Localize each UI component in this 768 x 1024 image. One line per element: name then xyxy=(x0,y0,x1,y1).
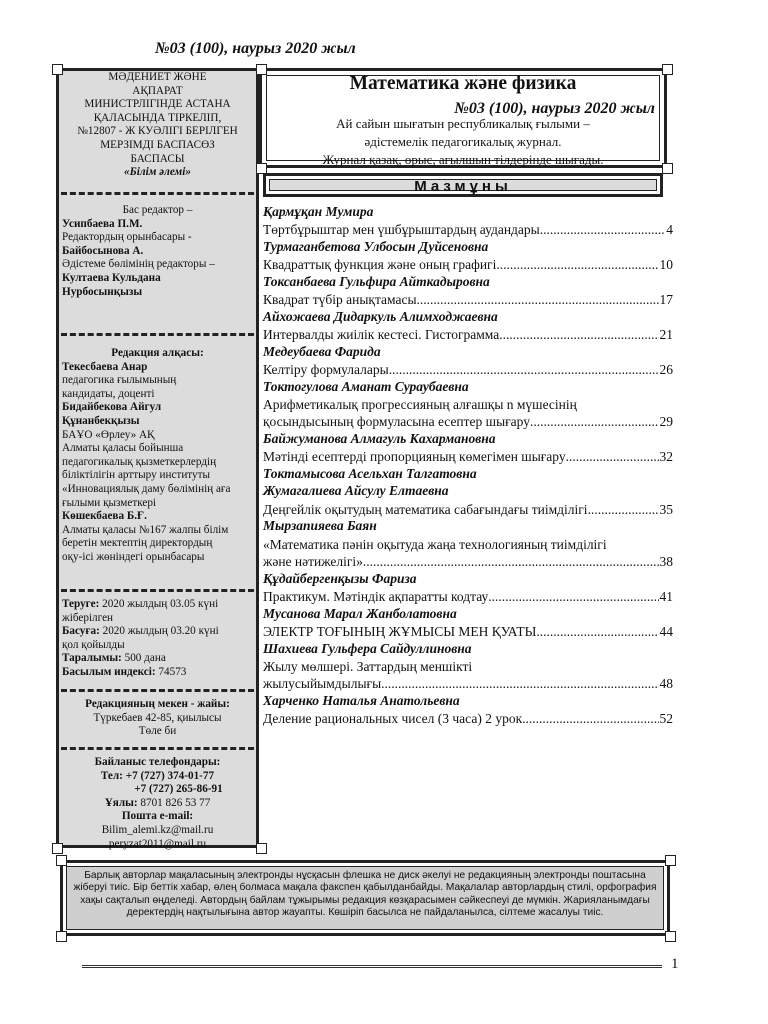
journal-header-box xyxy=(259,68,667,168)
toc-entry-title: Практикум. Мәтіндік ақпаратты кодтау xyxy=(263,588,489,604)
editors-line: Байбосынова А. xyxy=(62,244,144,257)
toc-entry-title: қосындысының формуласына есептер шығару xyxy=(263,414,530,430)
toc-author: Айхожаева Дидаркуль Алимходжаевна xyxy=(263,309,498,324)
toc-page-number: 48 xyxy=(659,675,673,691)
board-line: кандидаты, доценті xyxy=(62,387,155,400)
print-info-value: 2020 жылдың 03.20 күні xyxy=(99,625,219,638)
board-line: беретін мектептің директордың xyxy=(62,537,213,550)
toc-page-number: 17 xyxy=(659,292,673,308)
toc-page-number: 32 xyxy=(659,449,673,465)
board-line: БАҰО «Өрлеу» АҚ xyxy=(62,428,155,441)
toc-entry-title: Квадрат түбір анықтамасы xyxy=(263,292,417,308)
journal-header-inner xyxy=(266,73,660,167)
print-info-value: қол қойылды xyxy=(62,638,125,651)
publisher-line: МИНИСТРЛІГІНДЕ АСТАНА xyxy=(84,98,231,111)
toc-author: Байжуманова Алмагуль Кахармановна xyxy=(263,431,496,447)
print-info-label: Теруге: xyxy=(62,598,100,610)
toc-page-number: 10 xyxy=(659,257,673,273)
publisher-line: АҚПАРАТ xyxy=(132,84,183,97)
corner-ornament xyxy=(56,931,67,942)
toc-dot-leader xyxy=(530,413,659,430)
toc-author: Медеубаева Фарида xyxy=(263,344,381,359)
toc-entry[interactable] xyxy=(263,448,673,465)
board-line: педагогика ғылымының xyxy=(62,374,177,387)
toc-entry[interactable] xyxy=(263,623,673,640)
toc-dot-leader xyxy=(363,553,659,570)
toc-entry[interactable] xyxy=(263,326,673,343)
board-line: Құнанбекқызы xyxy=(62,414,140,427)
print-info-label: Басуға: xyxy=(62,625,100,638)
toc-entry-line xyxy=(263,361,673,378)
editors-line: Култаева Кульдана xyxy=(62,271,161,284)
toc-entry-line xyxy=(263,588,673,605)
toc-page-number: 44 xyxy=(659,623,673,639)
toc-author: Қармұқан Мумира xyxy=(263,204,374,219)
print-info-line xyxy=(62,612,253,626)
journal-description-line: әдістемелік педагогикалық журнал. xyxy=(364,134,562,149)
toc-entry[interactable] xyxy=(263,396,673,430)
print-info-line xyxy=(62,625,253,639)
editors-line: Бас редактор – xyxy=(122,204,193,216)
top-issue-line: №03 (100), наурыз 2020 жыл xyxy=(155,40,356,57)
page-number: 1 xyxy=(671,956,679,972)
toc-entry-line xyxy=(263,623,673,640)
print-info-value: жіберілген xyxy=(62,611,114,624)
toc-entry-line xyxy=(263,710,673,727)
corner-ornament xyxy=(665,931,676,942)
editors-line: Редактордың орынбасары - xyxy=(62,231,192,244)
editors-block xyxy=(59,204,256,299)
journal-languages-line: Журнал қазақ, орыс, ағылшын тілдерінде шығады. xyxy=(322,152,604,167)
toc-entry-title: Интервалды жиілік кестесі. Гистограмма xyxy=(263,327,500,343)
toc-dot-leader xyxy=(536,623,658,640)
toc-entry-line xyxy=(263,256,673,273)
corner-ornament xyxy=(662,64,673,75)
email-title: Пошта e-mail: xyxy=(121,810,194,823)
contents-title-bar xyxy=(263,173,663,197)
corner-ornament xyxy=(662,163,673,174)
toc-entry-title: Жылу мөлшері. Заттардың меншікті xyxy=(263,658,473,674)
toc-entry[interactable] xyxy=(263,221,673,238)
toc-entry-line xyxy=(263,326,673,343)
toc-author: Жумагалиева Айсулу Елтаевна xyxy=(263,483,449,499)
toc-dot-leader xyxy=(588,501,659,518)
toc-entry[interactable] xyxy=(263,588,673,605)
email-address[interactable]: Bilim_alemi.kz@mail.ru xyxy=(101,823,214,836)
toc-entry-line xyxy=(263,413,673,430)
toc-dot-leader xyxy=(389,361,659,378)
toc-page-number: 4 xyxy=(666,222,673,238)
board-line: Текесбаева Анар xyxy=(62,360,148,373)
toc-author: Мырзапияева Баян xyxy=(263,518,377,534)
mobile-number: 8701 826 53 77 xyxy=(137,796,211,809)
toc-entry-title: Квадраттық функция және оның графигі xyxy=(263,257,497,273)
toc-entry-title: ЭЛЕКТР ТОҒЫНЫҢ ЖҰМЫСЫ МЕН ҚУАТЫ xyxy=(263,623,537,639)
toc-author: Шахиева Гульфера Сайдуллиновна xyxy=(263,640,472,656)
divider xyxy=(61,333,254,336)
print-info-value: 2020 жылдың 03.05 күні xyxy=(99,598,219,610)
toc-page-number: 35 xyxy=(659,501,673,517)
toc-entry-line xyxy=(263,675,673,692)
phone-line: Тел: +7 (727) 374-01-77 xyxy=(100,769,215,782)
board-line: Бидайбекова Айгул xyxy=(62,401,162,414)
publisher-line: ҚАЛАСЫНДА ТІРКЕЛІП, xyxy=(93,111,222,124)
toc-entry-title: «Математика пәнін оқытуда жаңа технологияның тиімділігі xyxy=(263,536,607,552)
corner-ornament xyxy=(56,855,67,866)
toc-dot-leader xyxy=(522,710,658,727)
toc-author: Токтогулова Аманат Сураубаевна xyxy=(263,379,469,394)
board-line: педагогикалық қызметкерлердің xyxy=(62,455,217,468)
board-line: Редакция алқасы: xyxy=(111,347,204,359)
corner-ornament xyxy=(665,855,676,866)
toc-page-number: 38 xyxy=(659,553,673,569)
toc-author: Мусанова Марал Жанболатовна xyxy=(263,605,457,621)
corner-ornament xyxy=(256,163,267,174)
toc-entry[interactable] xyxy=(263,536,673,570)
print-info-label: Таралымы: xyxy=(62,652,122,665)
toc-author: Турмаганбетова Улбосын Дуйсеновна xyxy=(263,239,489,254)
board-line: ғылыми қызметкері xyxy=(62,496,157,509)
toc-page-number: 52 xyxy=(659,711,673,726)
publisher-name: «Білім әлемі» xyxy=(124,166,191,179)
phone-line: +7 (727) 265-86-91 xyxy=(134,783,223,796)
board-line: Алматы қаласы №167 жалпы білім xyxy=(62,523,229,536)
contacts-block xyxy=(59,756,256,851)
toc-author: Токсанбаева Гульфира Айткадыровна xyxy=(263,274,490,289)
toc-entry-line xyxy=(263,291,673,308)
disclaimer-box xyxy=(60,860,670,936)
toc-dot-leader xyxy=(496,256,658,273)
print-info-line xyxy=(62,639,253,653)
divider xyxy=(61,747,254,750)
toc-dot-leader xyxy=(540,221,666,238)
toc-author: Құдайбергенқызы Фариза xyxy=(263,570,417,586)
phones-title: Байланыс телефондары: xyxy=(94,756,221,768)
toc-entry-line xyxy=(263,553,673,570)
toc-entry-title: Арифметикалық прогрессияның алғашқы n мүшесінің xyxy=(263,397,577,413)
board-line: Көшекбаева Б.Ғ. xyxy=(62,510,147,523)
toc-dot-leader xyxy=(499,326,658,343)
corner-ornament xyxy=(256,64,267,75)
board-line: біліктілігін арттыру институты xyxy=(62,469,211,482)
toc-entry-title: Деление рациональных чисел (3 часа) 2 урок xyxy=(263,711,523,726)
toc-entry[interactable] xyxy=(263,501,673,518)
divider xyxy=(61,589,254,592)
editors-line: Усипбаева П.М. xyxy=(62,217,143,230)
contents-title: Мазмұны xyxy=(269,179,657,191)
divider xyxy=(61,192,254,195)
editors-line: Әдістеме бөлімінің редакторы – xyxy=(62,258,215,271)
divider xyxy=(61,689,254,692)
toc-dot-leader xyxy=(488,588,658,605)
toc-author: Токтамысова Асельхан Талгатовна xyxy=(263,466,477,482)
corner-ornament xyxy=(256,843,267,854)
masthead-column xyxy=(56,68,259,848)
board-line: оқу-ісі жөніндегі орынбасары xyxy=(62,550,205,563)
publisher-line: МӘДЕНИЕТ ЖӘНЕ xyxy=(108,71,207,83)
toc-entry[interactable] xyxy=(263,361,673,378)
publisher-line: МЕРЗІМДІ БАСПАСӨЗ xyxy=(100,138,215,151)
print-info-value: 500 дана xyxy=(121,652,166,665)
journal-issue: №03 (100), наурыз 2020 жыл xyxy=(454,100,655,117)
print-info-value: 74573 xyxy=(155,665,187,678)
toc-entry-title: Төртбұрыштар мен үшбұрыштардың аудандары xyxy=(263,222,540,238)
address-title: Редакцияның мекен - жайы: xyxy=(85,698,230,710)
board-line: «Инновациялық даму бөлімінің аға xyxy=(62,482,231,495)
disclaimer-text: Барлық авторлар мақаласының электронды нұсқасын флешка не диск әкелуі не редакцияның электронды поштасына жіберуі тиіс. Бір беттік хабар, өлең болмаса мақала факспен қабылданбайды. Мақалалар авторлардың стилі, орфография хақы сақталып өңделеді. Автордың байлам тұжырымы редакция көзқарасымен сәйкеспеуі де мүмкін. Жарияланымдағы деректердің нақтылығына автор жауапты. Көшіріп басылса не пайдаланылса, сілтеме жасалуы тиіс. xyxy=(66,866,664,930)
toc-page-number: 21 xyxy=(659,327,673,343)
corner-ornament xyxy=(52,843,63,854)
email-address[interactable]: peryzat2011@mail.ru xyxy=(108,837,207,850)
toc-entry[interactable] xyxy=(263,291,673,308)
toc-page-number: 26 xyxy=(659,362,673,378)
journal-title: Математика және физика xyxy=(349,73,577,94)
publisher-line: БАСПАСЫ xyxy=(130,152,185,165)
address-line: Түркебаев 42-85, қиылысы xyxy=(93,711,222,724)
board-line: Алматы қаласы бойынша xyxy=(62,442,184,455)
print-info-line xyxy=(62,652,253,666)
print-info-line xyxy=(62,598,253,612)
print-info-line xyxy=(62,666,253,680)
toc-entry[interactable] xyxy=(263,256,673,273)
toc-dot-leader xyxy=(381,675,658,692)
print-info-block xyxy=(59,598,256,680)
toc-entry-title: Келтіру формулалары xyxy=(263,362,389,378)
address-block xyxy=(59,698,256,739)
toc-entry-line xyxy=(263,501,673,518)
toc-author: Харченко Наталья Анатольевна xyxy=(263,692,460,708)
toc-entry-title: Мәтінді есептерді пропорцияның көмегімен шығару xyxy=(263,449,566,465)
toc-entry-title: жылусыйымдылығы xyxy=(263,675,382,691)
footer-rule xyxy=(82,965,662,968)
toc-entry[interactable] xyxy=(263,658,673,692)
toc-entry[interactable] xyxy=(263,710,673,727)
toc-entry-line xyxy=(263,448,673,465)
toc-dot-leader xyxy=(566,448,659,465)
toc-page-number: 41 xyxy=(659,588,673,604)
corner-ornament xyxy=(52,64,63,75)
print-info-label: Басылым индексі: xyxy=(62,665,156,678)
address-line: Төле би xyxy=(138,725,177,738)
mobile-label: Ұялы: xyxy=(104,796,138,809)
toc-entry-title: және нәтижелігі» xyxy=(263,553,363,569)
editorial-board-block xyxy=(59,347,256,565)
publisher-block xyxy=(59,71,256,180)
editors-line: Нурбосынқызы xyxy=(62,285,143,298)
journal-description-line: Ай сайын шығатын республикалық ғылыми – xyxy=(336,116,590,131)
publisher-line: №12807 - Ж КУӘЛІГІ БЕРІЛГЕН xyxy=(77,125,238,138)
toc-entry-title: Деңгейлік оқытудың математика сабағындағы тиімділігі xyxy=(263,501,588,517)
toc-dot-leader xyxy=(417,291,659,308)
toc-page-number: 29 xyxy=(659,414,673,430)
toc-entry-line xyxy=(263,221,673,238)
